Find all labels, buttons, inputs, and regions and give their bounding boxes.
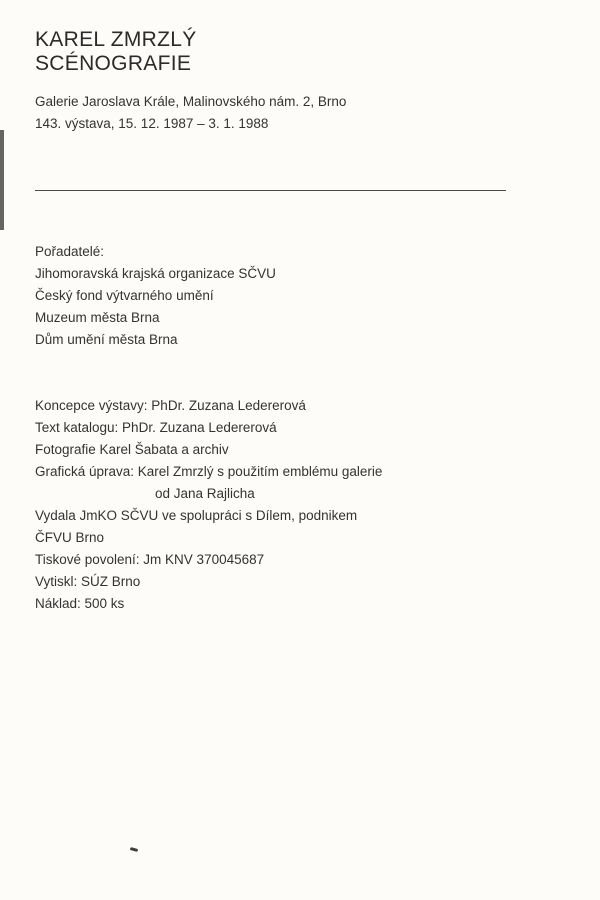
publisher-credit: Vydala JmKO SČVU ve spolupráci s Dílem, podnikem (35, 508, 358, 523)
exhibition-title: SCÉNOGRAFIE (35, 52, 192, 75)
organizers-heading: Pořadatelé: (35, 244, 105, 259)
printer-credit: Vytiskl: SÚZ Brno (35, 574, 141, 589)
title-block (35, 28, 197, 76)
organizer-item: Český fond výtvarného umění (35, 288, 214, 303)
credits-block (35, 395, 382, 615)
ink-speck (130, 847, 139, 852)
publisher-credit-continued: ČFVU Brno (35, 530, 105, 545)
organizer-item: Jihomoravská krajská organizace SČVU (35, 266, 276, 281)
venue-block (35, 91, 346, 135)
print-run: Náklad: 500 ks (35, 596, 125, 611)
artist-name: KAREL ZMRZLÝ (35, 28, 197, 51)
graphic-design-credit-continued: od Jana Rajlicha (155, 486, 255, 501)
organizers-block (35, 241, 276, 351)
venue-address: Galerie Jaroslava Krále, Malinovského nám. 2, Brno (35, 94, 347, 109)
catalog-text-credit: Text katalogu: PhDr. Zuzana Ledererová (35, 420, 277, 435)
concept-credit: Koncepce výstavy: PhDr. Zuzana Ledererová (35, 398, 306, 413)
divider (35, 190, 506, 191)
organizer-item: Dům umění města Brna (35, 332, 178, 347)
page-edge-shadow (0, 130, 4, 230)
print-permit: Tiskové povolení: Jm KNV 370045687 (35, 552, 265, 567)
photography-credit: Fotografie Karel Šabata a archiv (35, 442, 229, 457)
organizer-item: Muzeum města Brna (35, 310, 160, 325)
graphic-design-credit: Grafická úprava: Karel Zmrzlý s použitím emblému galerie (35, 464, 383, 479)
exhibition-dates: 143. výstava, 15. 12. 1987 – 3. 1. 1988 (35, 116, 269, 131)
